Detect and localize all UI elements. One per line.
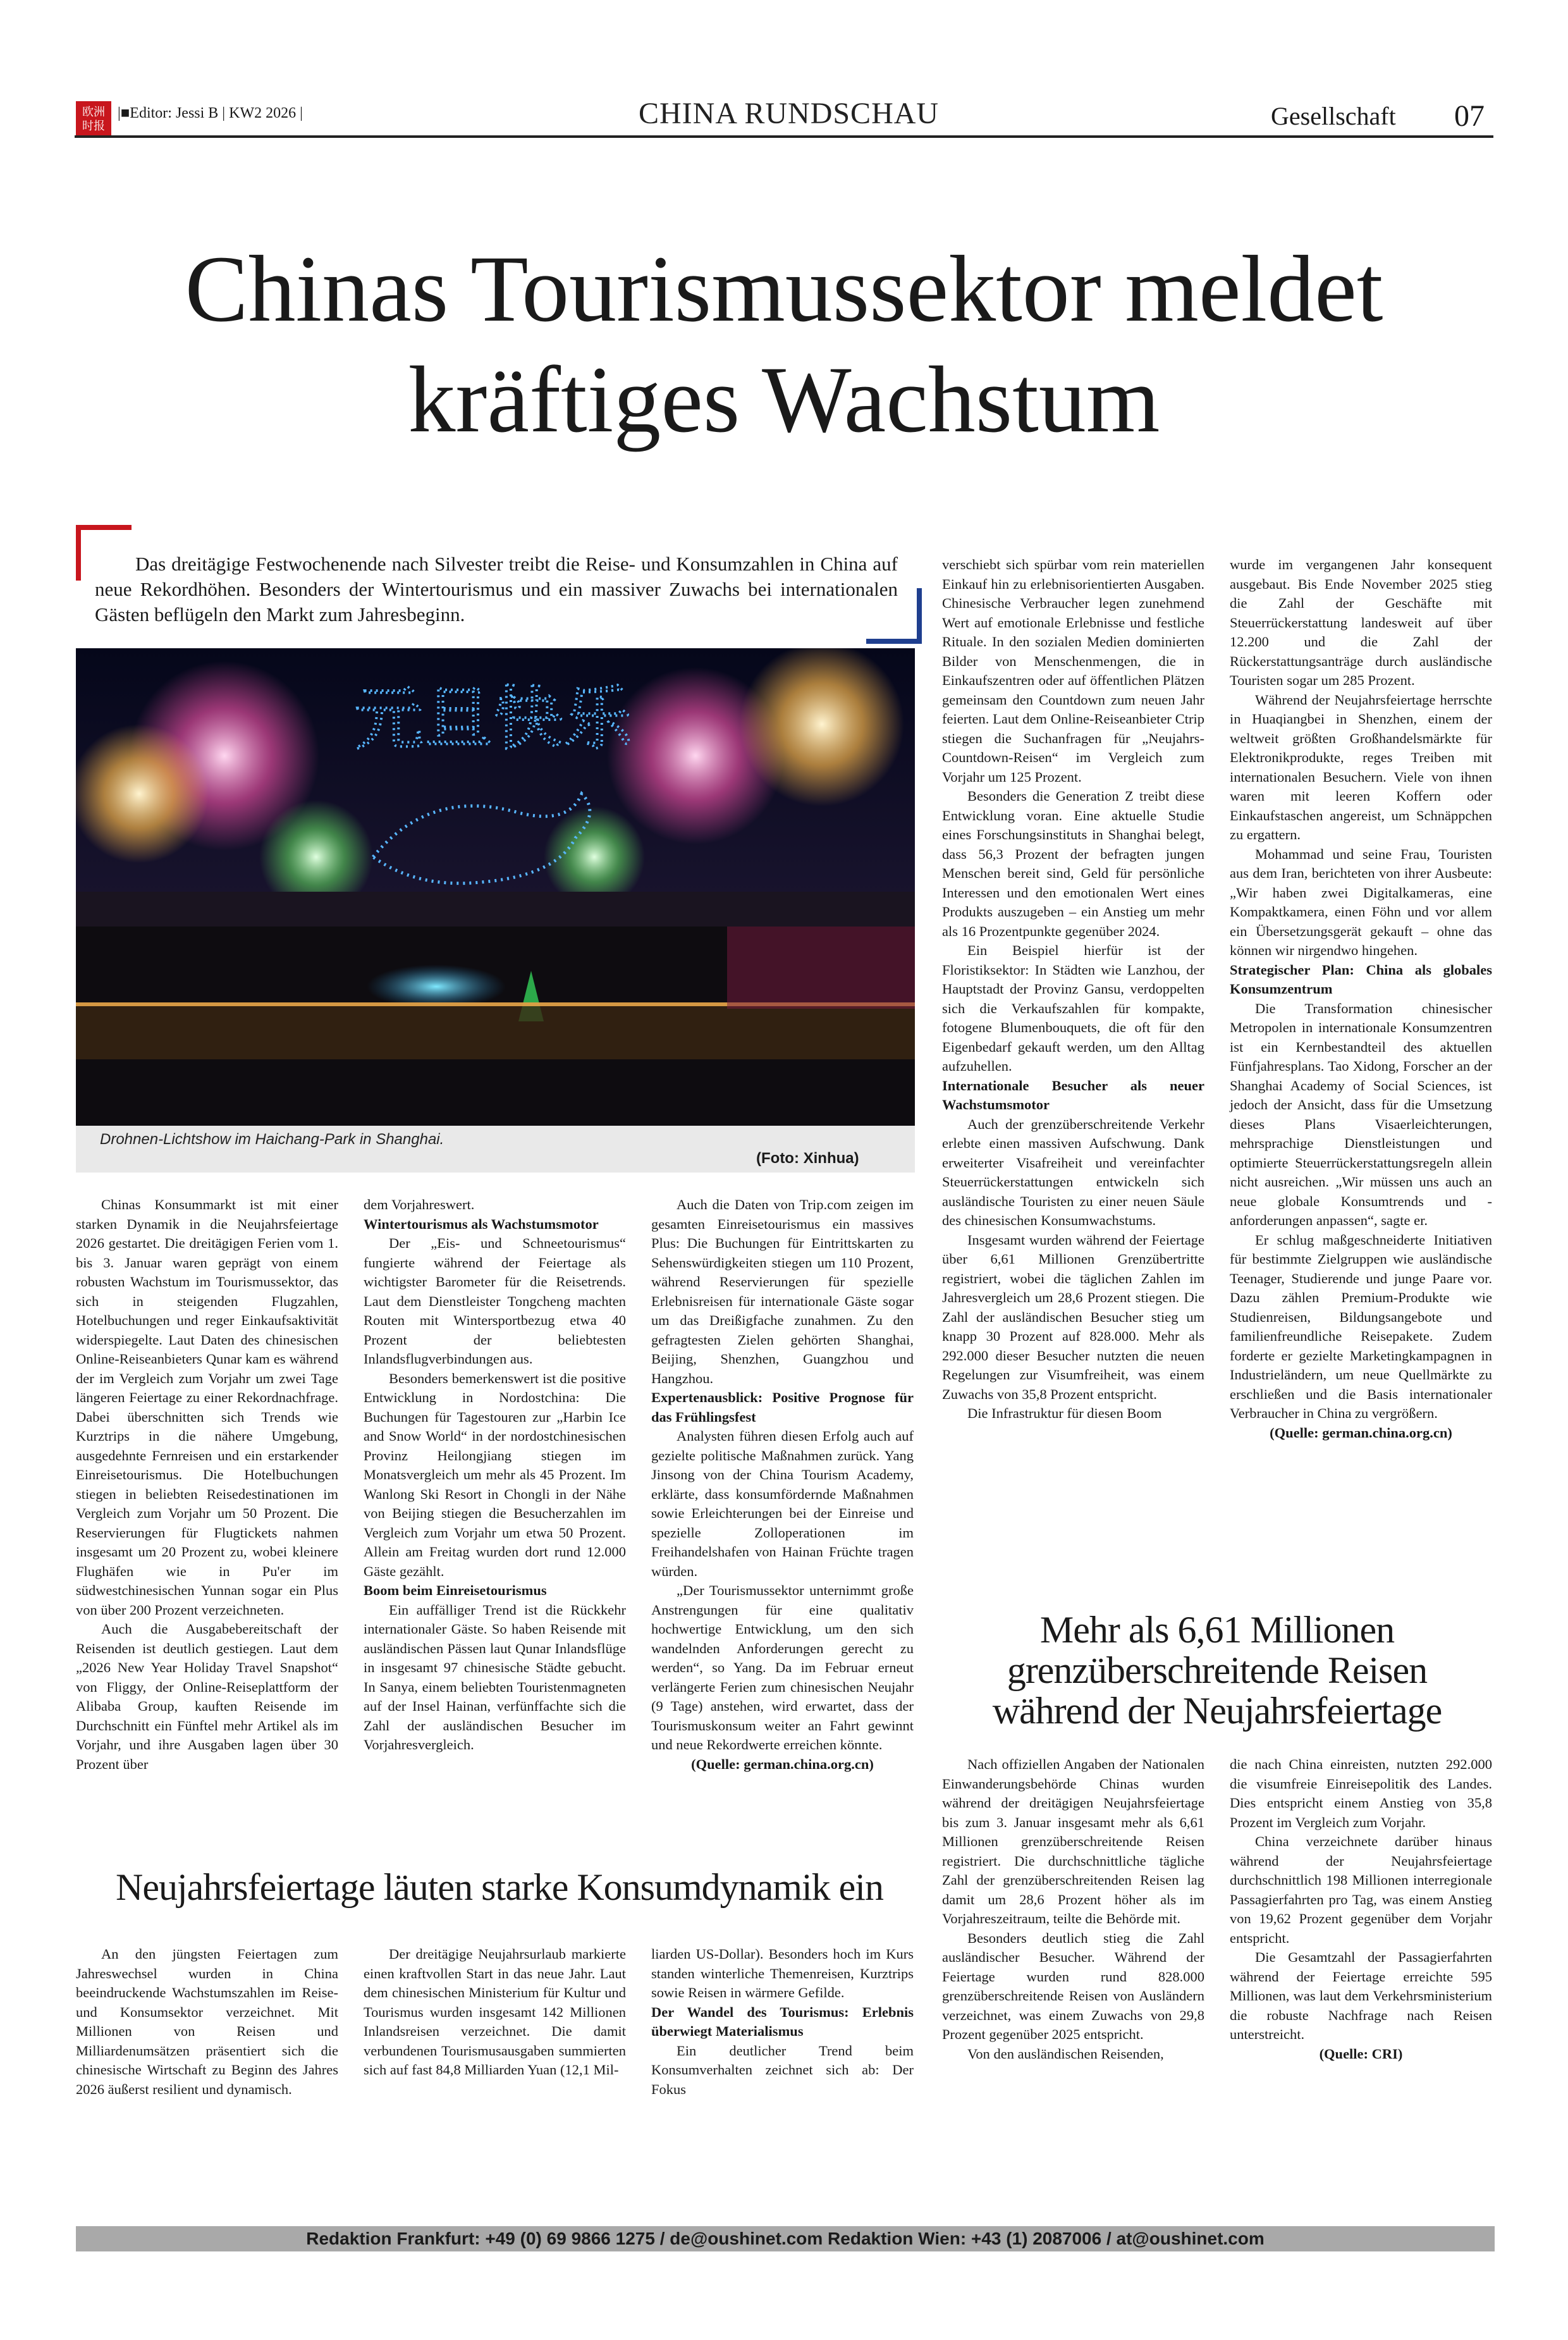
paragraph: Nach offiziellen Angaben der Nationalen Einwanderungsbehörde Chinas wurden während der dreitägigen Neujahrsfeiertage bis zum 3. Januar insgesamt mehr als 6,61 Millionen grenzüberschreitende Reisen registriert. Die durchschnittliche tägliche Zahl der grenzüberschreitenden Reisen lag damit um 28,6 Prozent höher als im Vorjahreszeitraum, teilte die Behörde mit.	[942, 1756, 1204, 1926]
paragraph: Auch die Ausgabebereitschaft der Reisenden ist deutlich gestiegen. Laut dem „2026 New Year Holiday Travel Snapshot“ von Fliggy, der Online-Reiseplattform der Alibaba Group, kauften Reisende im Durchschnitt ein Fünftel mehr Artikel als im Vorjahr, und ihre Ausgaben lagen über 30 Prozent über	[76, 1621, 338, 1772]
third-headline: Mehr als 6,61 Millionen grenzüberschreitende Reisen während der Neujahrsfeiertage	[992, 1609, 1442, 1732]
light-fountain	[367, 964, 506, 1009]
paragraph: Ein auffälliger Trend ist die Rückkehr internationaler Gäste. So haben Reisende mit ausländischen Pässen laut Qunar Inlandsflüge in insgesamt 97 chinesische Städte gebucht. In Sanya, einem beliebten Touristenmagneten auf der Insel Hainan, verfünffachte sich die Zahl der ausländischen Besucher im Vorjahresvergleich.	[364, 1601, 626, 1752]
photo-caption: Drohnen-Lichtshow im Haichang-Park in Shanghai.	[100, 1131, 444, 1148]
subheading: Expertenausblick: Positive Prognose für das Frühlingsfest	[651, 1389, 914, 1425]
paragraph: liarden US-Dollar). Besonders hoch im Kurs standen winterliche Themenreisen, Kurztrips sowie Reisen in wärmere Gefilde.	[651, 1946, 914, 2000]
stage-lights	[727, 927, 915, 1009]
paragraph: Besonders die Generation Z treibt diese Entwicklung voran. Eine aktuelle Studie eines Forschungsinstituts in Shanghai belegt, dass 56,3 Prozent der befragten jungen Menschen bereit sind, Geld für persönliche Interessen und den emotionalen Wert eines Produkts auszugeben – ein Anstieg um mehr als 16 Prozentpunkte gegenüber 2024.	[942, 788, 1204, 939]
paragraph: Die Infrastruktur für diesen Boom	[967, 1405, 1162, 1421]
article-column-5	[1230, 555, 1492, 1443]
article2-column-2	[364, 1945, 626, 2080]
paragraph: Die Gesamtzahl der Passagierfahrten während der Feiertage erreichte 595 Millionen, was laut dem Verkehrsministerium die robuste Nachfrage nach Reisen unterstreicht.	[1230, 1949, 1492, 2042]
article-column-4	[942, 555, 1204, 1424]
paragraph: Besonders deutlich stieg die Zahl ausländischer Besucher. Während der Feiertage wurden rund 828.000 grenzüberschreitende Reisen von Ausländern verzeichnet, was einem Zuwachs von 29,8 Prozent gegenüber 2025 entspricht.	[942, 1930, 1204, 2042]
paragraph: Von den ausländischen Reisenden,	[967, 2045, 1164, 2062]
paragraph: verschiebt sich spürbar vom rein materiellen Einkauf hin zu erlebnisorientierten Ausgaben. Chinesische Verbraucher legen zunehmend Wert auf emotionale Erlebnisse und festliche Rituale. In den sozialen Medien dominierten Bilder von Menschenmengen, die in Einkaufszentren oder auf öffentlichen Plätzen gemeinsam den Countdown zum neuen Jahr feierten. Laut dem Online-Reiseanbieter Ctrip stiegen die Suchanfragen für „Neujahrs-Countdown-Reisen“ im Vergleich zum Vorjahr um 125 Prozent.	[942, 557, 1204, 785]
paragraph: Mohammad und seine Frau, Touristen aus dem Iran, berichteten von ihrer Ausbeute: „Wir haben zwei Digitalkameras, eine Kompaktkamera, einen Föhn und vor allem ein Übersetzungsgerät gekauft – ohne das können wir nirgendwo hingehen.	[1230, 846, 1492, 958]
crowd	[76, 1002, 915, 1059]
paragraph: Insgesamt wurden während der Feiertage über 6,61 Millionen Grenzübertritte registriert, wobei die täglichen Zahlen im Jahresvergleich um 28,6 Prozent stiegen. Die Zahl der ausländischen Besucher stieg um knapp 30 Prozent auf 828.000. Mehr als 292.000 dieser Besucher nutzten die neuen Regelungen zur Visumfreiheit, was einem Zuwachs von 35,8 Prozent entspricht.	[942, 1231, 1204, 1402]
paragraph: Er schlug maßgeschneiderte Initiativen für bestimmte Zielgruppen wie ausländische Teenager, Studierende und junge Paare vor. Dazu zählen Premium-Produkte wie Studienreisen, Bildungsangebote und familienfreundliche Reisepakete. Zudem forderte er gezielte Marketingkampagnen in Industrieländern, um neue Quellmärkte zu erschließen und die Basis internationaler Verbraucher in China zu vergrößern.	[1230, 1231, 1492, 1421]
drone-text: 元旦快乐	[354, 679, 632, 760]
source-note: (Quelle: CRI)	[1319, 2045, 1403, 2062]
footer-contacts: Redaktion Frankfurt: +49 (0) 69 9866 1275 / de@oushinet.com Redaktion Wien: +43 (1) 2087006 / at@oushinet.com	[306, 2229, 1265, 2248]
lead-paragraph: Das dreitägige Festwochenende nach Silvester treibt die Reise- und Konsumzahlen in China auf neue Rekordhöhen. Besonders der Wintertourismus und ein massiver Zuwachs bei internationalen Gästen beflügeln den Markt zum Jahresbeginn.	[95, 553, 898, 625]
source-note: (Quelle: german.china.org.cn)	[691, 1756, 874, 1772]
section-label: Gesellschaft	[1271, 102, 1396, 130]
paragraph: An den jüngsten Feiertagen zum Jahreswechsel wurden in China beeindruckende Wachstumszahlen im Reise- und Konsumsektor verzeichnet. Mit Millionen von Reisen und Milliardenumsätzen präsentiert sich die chinesische Wirtschaft zu Beginn des Jahres 2026 äußerst resilient und dynamisch.	[76, 1946, 338, 2097]
masthead: CHINA RUNDSCHAU	[639, 97, 940, 130]
firework-gold-right	[740, 648, 904, 806]
subheading: Strategischer Plan: China als globales Konsumzentrum	[1230, 961, 1492, 997]
article2-column-1	[76, 1945, 338, 2099]
paragraph: Der dreitägige Neujahrsurlaub markierte einen kraftvollen Start in das neue Jahr. Laut dem chinesischen Ministerium für Kultur und Tourismus wurden insgesamt 142 Millionen Inlandsreisen verzeichnet. Die damit verbundenen Tourismusausgaben summierten sich auf fast 84,8 Milliarden Yuan (12,1 Mil-	[364, 1946, 626, 2078]
paragraph: China verzeichnete darüber hinaus während der Neujahrsfeiertage durchschnittlich 198 Millionen interregionale Passagierfahrten pro Tag, was einem Anstieg von 19,62 Prozent gegenüber dem Vorjahr entspricht.	[1230, 1833, 1492, 1946]
skyline	[76, 892, 915, 930]
firework-gold-left	[76, 724, 209, 863]
photo-credit: (Foto: Xinhua)	[756, 1150, 859, 1167]
logo-text: 欧洲 时报	[82, 106, 105, 132]
main-headline: Chinas Tourismussektor meldet kräftiges Wachstum	[185, 237, 1383, 452]
paragraph: Die Transformation chinesischer Metropolen in internationale Konsumzentren ist ein Kernbestandteil des aktuellen Fünfjahresplans. Tao Xidong, Forscher an der Shanghai Academy of Social Sciences, ist jedoch der Ansicht, dass für die Umsetzung dieses Plans Visaerleichterungen, mehrsprachige Dienstleistungen und optimierte Steuerrückerstattungsregeln allein nicht ausreichen. „Wir müssen uns auch an neue globale Konsumtrends und -anforderungen anpassen“, sagte er.	[1230, 1000, 1492, 1228]
paragraph: Während der Neujahrsfeiertage herrschte in Huaqiangbei in Shenzhen, einem der weltweit größten Großhandelsmärkte für Elektronikprodukte, reges Treiben mit internationalen Besuchern. Viele von ihnen waren mit leeren Koffern oder Einkaufstaschen angereist, um Schnäppchen zu ergattern.	[1230, 691, 1492, 842]
paragraph: Besonders bemerkenswert ist die positive Entwicklung in Nordostchina: Die Buchungen für Tagestouren zur „Harbin Ice and Snow World“ in der nordostchinesischen Provinz Heilongjiang stiegen im Monatsvergleich um mehr als 45 Prozent. Im Wanlong Ski Resort in Chongli in der Nähe von Beijing stiegen die Besucherzahlen im Vergleich zum Vorjahr um etwa 50 Prozent. Allein am Freitag wurden dort rund 12.000 Gäste gezählt.	[364, 1370, 626, 1579]
page-number: 07	[1454, 99, 1485, 133]
paragraph: Analysten führen diesen Erfolg auch auf gezielte politische Maßnahmen zurück. Yang Jinsong von der China Tourism Academy, erklärte, dass konsumfördernde Maßnahmen sowie Erleichterungen bei der Einreise und spezielle Zolloperationen im Freihandelshafen von Hainan Früchte tragen würden.	[651, 1428, 914, 1579]
paragraph: Der „Eis- und Schneetourismus“ fungierte während der Feiertage als wichtigster Barometer für die Reisetrends. Laut dem Dienstleister Tongcheng machten Routen mit Wintersportbezug etwa 40 Prozent der beliebtesten Inlandsflugverbindungen aus.	[364, 1235, 626, 1367]
article3-column-2	[1230, 1755, 1492, 2064]
second-headline: Neujahrsfeiertage läuten starke Konsumdynamik ein	[116, 1866, 883, 1908]
paragraph: die nach China einreisten, nutzten 292.000 die visumfreie Einreisepolitik des Landes. Dies entspricht einem Anstieg von 35,8 Prozent im Vergleich zum Vorjahr.	[1230, 1756, 1492, 1830]
article2-column-3	[651, 1945, 914, 2099]
editor-line: |■Editor: Jessi B | KW2 2026 |	[118, 105, 303, 121]
paragraph: wurde im vergangenen Jahr konsequent ausgebaut. Bis Ende November 2025 stieg die Zahl der Geschäfte mit Steuerrückerstattung landesweit auf über 12.200 und die Zahl der Rückerstattungsanträge durch ausländische Touristen sogar um 285 Prozent.	[1230, 557, 1492, 688]
paragraph: Ein deutlicher Trend beim Konsumverhalten zeichnet sich ab: Der Fokus	[651, 2042, 914, 2097]
subheading: Internationale Besucher als neuer Wachstumsmotor	[942, 1077, 1204, 1112]
header-rule	[75, 135, 1493, 138]
paragraph: Auch der grenzüberschreitende Verkehr erlebte einen massiven Aufschwung. Dank erweiterter Visafreiheit und vereinfachter Steuerrückerstattungen entwickeln sich ausländische Touristen zu einer neuen Säule des chinesischen Konsumwachstums.	[942, 1116, 1204, 1228]
paragraph: Auch die Daten von Trip.com zeigen im gesamten Einreisetourismus ein massives Plus: Die Buchungen für Eintrittskarten zu Sehenswürdigkeiten stiegen um 110 Prozent, während Reservierungen für spezielle Erlebnisreisen für internationale Gäste sogar um das Dreißigfache zunahmen. Zu den gefragtesten Zielen gehörten Shanghai, Beijing, Shenzhen, Guangzhou und Hangzhou.	[651, 1197, 914, 1386]
newspaper-logo	[76, 101, 111, 137]
paragraph: dem Vorjahreswert.	[364, 1197, 475, 1212]
source-note: (Quelle: german.china.org.cn)	[1270, 1424, 1452, 1441]
subheading: Boom beim Einreisetourismus	[364, 1582, 547, 1598]
article3-column-1	[942, 1755, 1204, 2064]
paragraph: „Der Tourismussektor unternimmt große Anstrengungen für eine qualitativ hochwertige Entwicklung, um den sich wandelnden Anforderungen gerecht zu werden“, so Yang. Da im Februar erneut verlängerte Ferien zum chinesischen Neujahr (9 Tage) anstehen, wird erwartet, dass der Tourismuskonsum weiter an Fahrt gewinnt und neue Rekordwerte erreichen könnte.	[651, 1582, 914, 1752]
subheading: Wintertourismus als Wachstumsmotor	[364, 1216, 599, 1232]
fireworks-photo	[76, 648, 915, 1126]
article-column-2	[364, 1195, 626, 1755]
subheading: Der Wandel des Tourismus: Erlebnis überwiegt Materialismus	[651, 2004, 914, 2039]
article-column-3	[651, 1195, 914, 1774]
article-column-1	[76, 1195, 338, 1774]
paragraph: Chinas Konsummarkt ist mit einer starken Dynamik in die Neujahrsfeiertage 2026 gestartet. Die dreitägigen Ferien vom 1. bis 3. Januar waren geprägt von einem robusten Wachstum im Tourismussektor, das sich in steigenden Flugzahlen, Hotelbuchungen und reger Einkaufsaktivität widerspiegelte. Laut Daten des chinesischen Online-Reiseanbieters Qunar kam es während der im Vergleich zum Vorjahr um zwei Tage längeren Feiertage zu einer Rekordnachfrage. Dabei überschnitten sich Trends wie Kurztrips in die nähere Umgebung, ausgedehnte Fernreisen und ein erstarkender Einreisetourismus. Die Hotelbuchungen stiegen in beliebten Reisedestinationen im Vergleich zum Vorjahr um 50 Prozent. Die Reservierungen für Flugtickets nahmen insgesamt um 20 Prozent zu, wobei kleinere Flughäfen wie in Pu'er im südwestchinesischen Yunnan sogar ein Plus von über 200 Prozent verzeichneten.	[76, 1197, 338, 1618]
paragraph: Ein Beispiel hierfür ist der Floristiksektor: In Städten wie Lanzhou, der Hauptstadt der Provinz Gansu, verdoppelten sich die Verkaufszahlen für kompakte, fotogene Blumenbouquets, die oft für den Eigenbedarf gekauft werden, um den Alltag aufzuhellen.	[942, 942, 1204, 1074]
